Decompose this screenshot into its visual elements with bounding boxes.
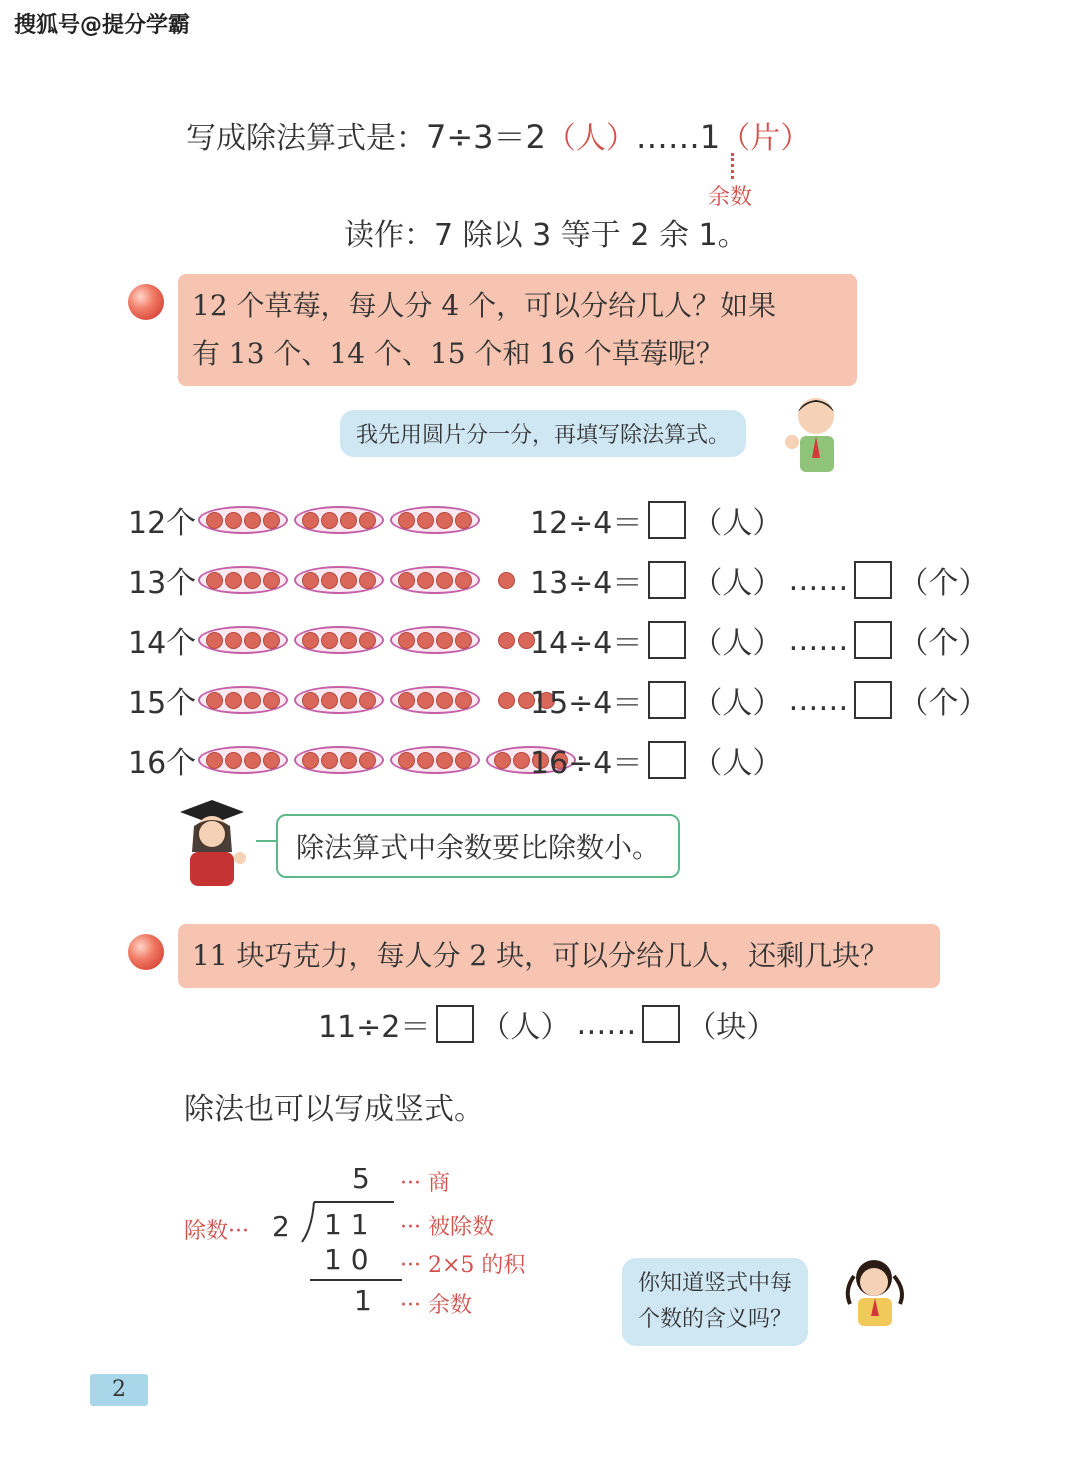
chocolate-equation <box>318 1002 776 1046</box>
label-divisor: 除数··· <box>184 1219 249 1244</box>
counter-dot <box>244 632 261 649</box>
page-number: 2 <box>90 1374 148 1406</box>
read-t4: 。 <box>717 218 748 253</box>
counter-dot <box>321 512 338 529</box>
formula-line <box>186 112 810 158</box>
row-unit-item: （个） <box>898 566 989 601</box>
formula-unit-piece: （片） <box>720 121 811 156</box>
vertical-remainder: 1 <box>354 1284 372 1317</box>
row-dots: …… <box>788 562 849 598</box>
choc-dots: …… <box>576 1006 637 1042</box>
answer-box-quotient[interactable] <box>648 501 686 539</box>
bullet-ball-icon <box>128 934 164 970</box>
counter-dot <box>321 632 338 649</box>
vertical-divisor: 2 <box>272 1210 290 1243</box>
counter-dot <box>244 572 261 589</box>
group-of-four <box>198 626 288 654</box>
counter-dot <box>436 752 453 769</box>
row-expr: 16÷4＝ <box>530 746 643 781</box>
counter-dot <box>436 692 453 709</box>
leftover-dot <box>498 572 515 589</box>
counter-dot <box>302 512 319 529</box>
counter-dot <box>263 512 280 529</box>
counter-dot <box>398 632 415 649</box>
answer-box-quotient[interactable] <box>648 561 686 599</box>
label-product: ··· 2×5 的积 <box>400 1253 526 1278</box>
group-of-four <box>198 746 288 774</box>
row-unit-item: （个） <box>898 626 989 661</box>
counter-dot <box>225 572 242 589</box>
read-as-line <box>344 210 748 254</box>
counter-dot <box>206 632 223 649</box>
row-label: 14个 <box>128 626 197 661</box>
counter-dot <box>436 572 453 589</box>
counter-dot <box>263 632 280 649</box>
girl-avatar-icon <box>840 1254 910 1328</box>
formula-dots: …… <box>635 118 700 156</box>
row-equation <box>530 498 782 542</box>
counter-dot <box>225 692 242 709</box>
teacher-speech-bubble: 除法算式中余数要比除数小。 <box>276 814 680 878</box>
answer-box-remainder[interactable] <box>854 621 892 659</box>
counter-dot <box>244 512 261 529</box>
answer-box-quotient[interactable] <box>648 681 686 719</box>
subtraction-line <box>310 1279 402 1281</box>
watermark: 搜狐号@提分学霸 <box>14 13 191 38</box>
vertical-product: 1 0 <box>324 1243 369 1276</box>
row-unit-people: （人） <box>692 686 783 721</box>
question-2: 11 块巧克力，每人分 2 块，可以分给几人，还剩几块？ <box>178 924 940 988</box>
counter-dot <box>263 752 280 769</box>
counter-dot <box>302 632 319 649</box>
counter-dot <box>263 572 280 589</box>
counter-groups <box>198 746 576 774</box>
counter-dot <box>244 692 261 709</box>
counter-dot <box>225 632 242 649</box>
group-of-four <box>390 746 480 774</box>
read-as-prefix: 读作： <box>344 218 434 253</box>
boy-avatar-icon <box>780 392 846 474</box>
question-1-line-1: 12 个草莓，每人分 4 个，可以分给几人？如果 <box>192 289 777 322</box>
group-of-four <box>294 746 384 774</box>
counter-dot <box>302 692 319 709</box>
vertical-dividend: 1 1 <box>324 1208 369 1241</box>
teacher-bubble-connector <box>256 840 276 842</box>
row-dots: …… <box>788 622 849 658</box>
row-expr: 12÷4＝ <box>530 506 643 541</box>
group-of-four <box>390 566 480 594</box>
read-n3: 2 <box>630 218 650 253</box>
leftover-dot <box>498 692 515 709</box>
answer-box-remainder[interactable] <box>854 561 892 599</box>
question-1 <box>178 274 857 386</box>
vertical-quotient: 5 <box>352 1162 370 1195</box>
counter-dot <box>340 572 357 589</box>
counter-dot <box>398 512 415 529</box>
girl-speech-bubble <box>622 1258 808 1346</box>
read-n2: 3 <box>532 218 552 253</box>
answer-box-people[interactable] <box>436 1005 474 1043</box>
counter-dot <box>206 572 223 589</box>
counter-dot <box>455 752 472 769</box>
row-label: 12个 <box>128 506 197 541</box>
group-of-four <box>294 566 384 594</box>
answer-box-quotient[interactable] <box>648 621 686 659</box>
group-of-four <box>294 686 384 714</box>
counter-groups <box>198 626 535 654</box>
question-1-line-2: 有 13 个、14 个、15 个和 16 个草莓呢？ <box>192 337 724 370</box>
formula-expr: 7÷3＝2 <box>426 118 546 156</box>
counter-groups <box>198 566 515 594</box>
counter-dot <box>398 572 415 589</box>
group-of-four <box>198 506 288 534</box>
read-t3: 余 <box>649 218 699 253</box>
boy-speech-bubble: 我先用圆片分一分，再填写除法算式。 <box>340 410 746 457</box>
girl-bubble-line-2: 个数的含义吗？ <box>638 1307 793 1332</box>
choc-unit-block: （块） <box>686 1010 777 1045</box>
counter-groups <box>198 686 555 714</box>
formula-remainder: 1 <box>699 118 721 156</box>
row-unit-people: （人） <box>692 626 783 661</box>
group-of-four <box>390 626 480 654</box>
row-expr: 15÷4＝ <box>530 686 643 721</box>
counter-dot <box>455 632 472 649</box>
label-remainder: ··· 余数 <box>400 1293 472 1318</box>
label-dividend: ··· 被除数 <box>400 1215 494 1240</box>
row-unit-people: （人） <box>692 746 783 781</box>
vertical-intro: 除法也可以写成竖式。 <box>184 1092 484 1127</box>
counter-dot <box>206 752 223 769</box>
counter-dot <box>359 692 376 709</box>
counter-dot <box>513 752 530 769</box>
read-t1: 除以 <box>453 218 533 253</box>
counter-dot <box>340 752 357 769</box>
group-of-four <box>294 626 384 654</box>
row-expr: 13÷4＝ <box>530 566 643 601</box>
row-equation <box>530 558 988 602</box>
counter-dot <box>436 512 453 529</box>
read-n1: 7 <box>434 218 454 253</box>
row-label: 13个 <box>128 566 197 601</box>
counter-groups <box>198 506 480 534</box>
counter-dot <box>263 692 280 709</box>
counter-dot <box>302 572 319 589</box>
bullet-ball-icon <box>128 284 164 320</box>
counter-dot <box>244 752 261 769</box>
counter-dot <box>225 752 242 769</box>
remainder-label: 余数 <box>708 185 753 210</box>
answer-box-remainder[interactable] <box>642 1005 680 1043</box>
counter-dot <box>359 752 376 769</box>
counter-dot <box>225 512 242 529</box>
read-n4: 1 <box>698 218 718 253</box>
counter-dot <box>359 632 376 649</box>
counter-dot <box>359 512 376 529</box>
counter-dot <box>321 752 338 769</box>
row-equation <box>530 678 988 722</box>
counter-dot <box>455 692 472 709</box>
group-of-four <box>198 686 288 714</box>
counter-dot <box>417 572 434 589</box>
counter-dot <box>359 572 376 589</box>
counter-dot <box>340 632 357 649</box>
counter-dot <box>206 692 223 709</box>
counter-dot <box>340 512 357 529</box>
choc-unit-people: （人） <box>480 1010 571 1045</box>
row-label: 16个 <box>128 746 197 781</box>
row-expr: 14÷4＝ <box>530 626 643 661</box>
row-unit-people: （人） <box>692 506 783 541</box>
group-of-four <box>198 566 288 594</box>
group-of-four <box>294 506 384 534</box>
counter-dot <box>417 692 434 709</box>
formula-prefix: 写成除法算式是： <box>186 121 426 156</box>
counter-dot <box>340 692 357 709</box>
counter-dot <box>455 572 472 589</box>
counter-dot <box>417 632 434 649</box>
group-of-four <box>390 686 480 714</box>
counter-dot <box>436 632 453 649</box>
counter-dot <box>455 512 472 529</box>
counter-dot <box>494 752 511 769</box>
row-unit-people: （人） <box>692 566 783 601</box>
counter-dot <box>417 512 434 529</box>
row-equation <box>530 618 988 662</box>
row-label: 15个 <box>128 686 197 721</box>
leftover-dots <box>498 572 515 589</box>
teacher-avatar-icon <box>172 796 252 888</box>
counter-dot <box>206 512 223 529</box>
row-dots: …… <box>788 682 849 718</box>
read-t2: 等于 <box>551 218 631 253</box>
remainder-pointer <box>731 153 734 179</box>
answer-box-quotient[interactable] <box>648 741 686 779</box>
girl-bubble-line-1: 你知道竖式中每 <box>638 1271 793 1296</box>
label-quotient: ··· 商 <box>400 1171 450 1196</box>
counter-dot <box>417 752 434 769</box>
row-equation <box>530 738 782 782</box>
leftover-dot <box>498 632 515 649</box>
counter-dot <box>398 752 415 769</box>
counter-dot <box>321 572 338 589</box>
answer-box-remainder[interactable] <box>854 681 892 719</box>
formula-unit-people: （人） <box>545 121 636 156</box>
counter-dot <box>398 692 415 709</box>
counter-dot <box>321 692 338 709</box>
counter-dot <box>302 752 319 769</box>
group-of-four <box>390 506 480 534</box>
row-unit-item: （个） <box>898 686 989 721</box>
choc-expr: 11÷2＝ <box>318 1010 431 1045</box>
